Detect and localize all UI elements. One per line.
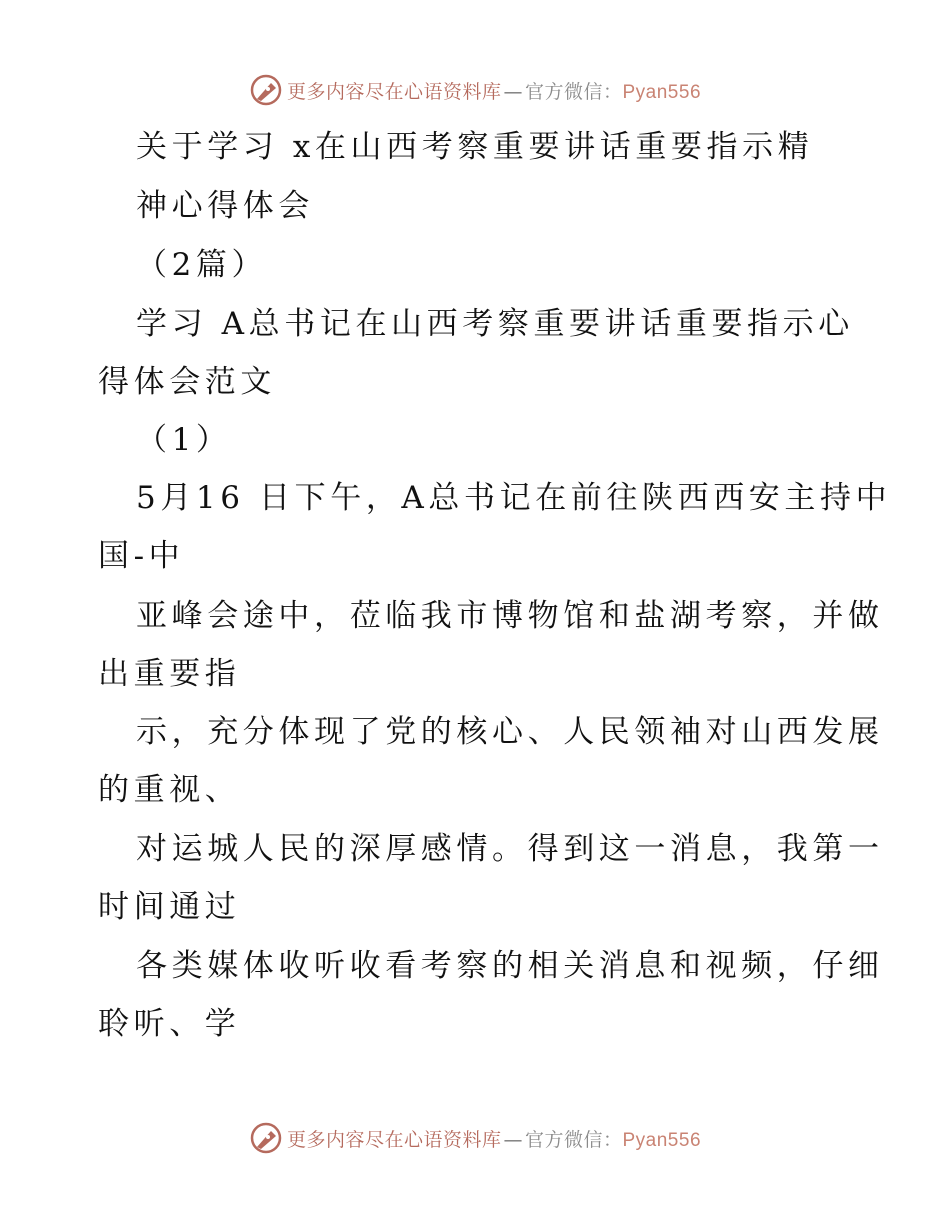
banner-separator: — <box>503 80 523 103</box>
banner-wechat-label: 官方微信： <box>524 1128 623 1151</box>
body-line-2: 国-中 <box>98 538 185 574</box>
banner-wechat-label: 官方微信： <box>524 80 623 103</box>
body-line-10: 聆听、学 <box>98 1006 241 1042</box>
banner-separator: — <box>503 1128 523 1151</box>
pen-nib-circle-icon <box>249 73 283 107</box>
footer-banner <box>0 1118 950 1158</box>
body-line-6: 的重视、 <box>98 772 241 808</box>
banner-account: Pyan556 <box>622 81 702 103</box>
section-number: （1） <box>136 422 232 458</box>
subtitle-line-2: 得体会范文 <box>98 364 276 400</box>
title-line-1: 关于学习 x在山西考察重要讲话重要指示精 <box>136 129 814 165</box>
banner-site: 更多内容尽在心语资料库 <box>286 80 502 103</box>
body-line-8: 时间通过 <box>98 889 241 925</box>
body-line-9: 各类媒体收听收看考察的相关消息和视频，仔细 <box>136 948 884 984</box>
banner-text <box>287 1125 701 1152</box>
banner-site: 更多内容尽在心语资料库 <box>286 1128 502 1151</box>
body-line-5: 示，充分体现了党的核心、人民领袖对山西发展 <box>136 714 884 750</box>
title-line-3: （2篇） <box>136 247 268 283</box>
title-line-2: 神心得体会 <box>136 188 314 224</box>
body-line-7: 对运城人民的深厚感情。得到这一消息，我第一 <box>136 831 884 867</box>
banner-text <box>287 77 701 104</box>
body-line-4: 出重要指 <box>98 656 241 692</box>
pen-nib-circle-icon <box>249 1121 283 1155</box>
body-line-1: 5月16 日下午，A总书记在前往陕西西安主持中 <box>136 480 892 516</box>
body-line-3: 亚峰会途中，莅临我市博物馆和盐湖考察，并做 <box>136 598 884 634</box>
subtitle-line-1: 学习 A总书记在山西考察重要讲话重要指示心 <box>136 306 854 342</box>
header-banner <box>0 70 950 110</box>
banner-account: Pyan556 <box>622 1129 702 1151</box>
